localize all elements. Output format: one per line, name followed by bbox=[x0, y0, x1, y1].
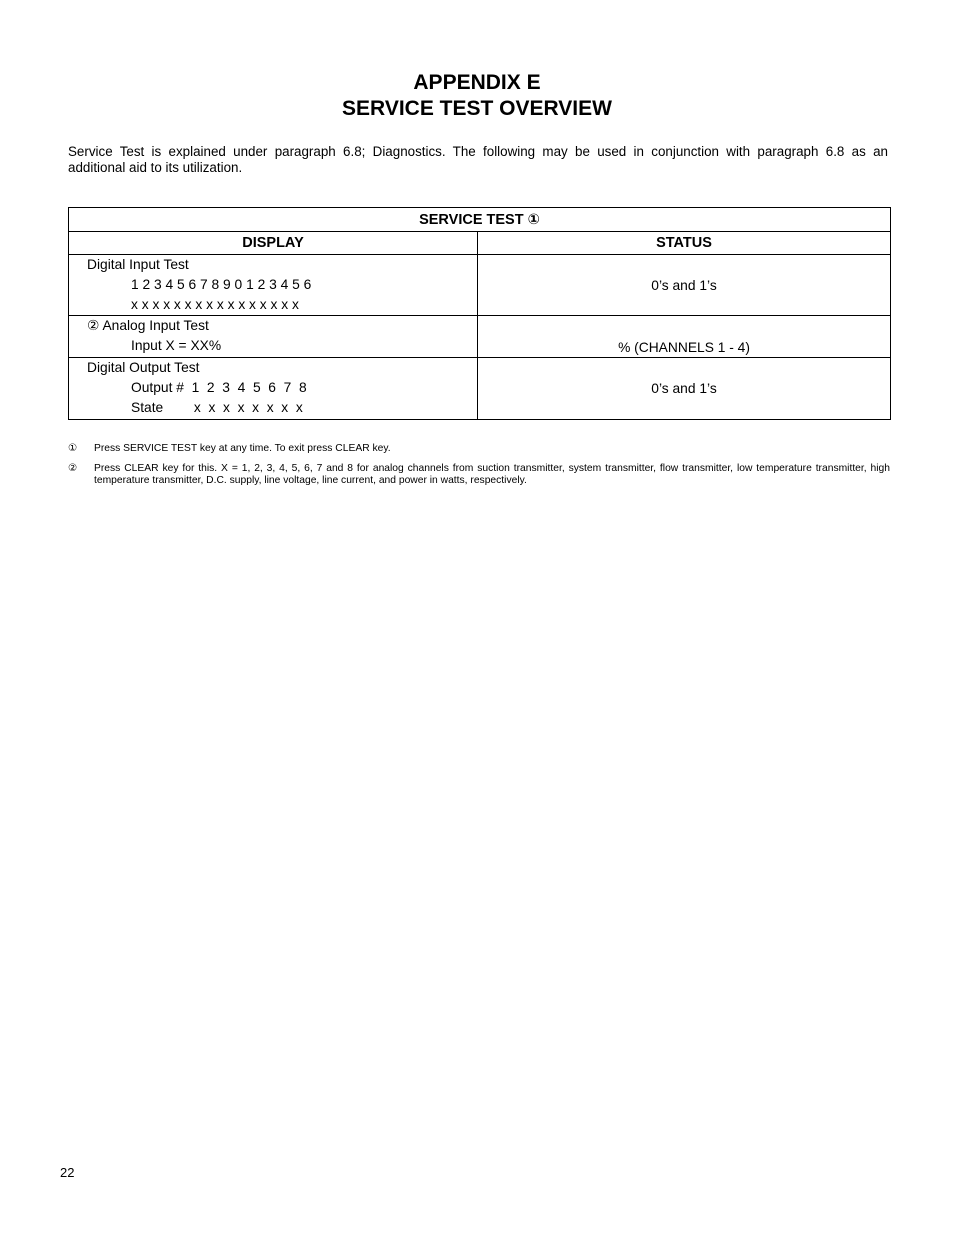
display-cell bbox=[69, 316, 478, 358]
page-number: 22 bbox=[60, 1165, 75, 1180]
footnote-mark: ② bbox=[68, 463, 78, 474]
intro-line-1: Service Test is explained under paragraph 6.8; Diagnostics. The following may be used in conjunction with paragraph 6.8 as an bbox=[68, 144, 888, 159]
display-line: 1 2 3 4 5 6 7 8 9 0 1 2 3 4 5 6 bbox=[131, 277, 312, 292]
footnote-text: Press CLEAR key for this. X = 1, 2, 3, 4, 5, 6, 7 and 8 for analog channels from suction transmitter, system transmitter, flow transmitter, low temperature transmitter, high temperature transmitter, D.C. supply, line voltage, line current, and power in watts, respectively. bbox=[94, 463, 890, 486]
footnote bbox=[68, 463, 890, 487]
footnotes bbox=[68, 443, 890, 495]
display-line: State x x x x x x x x bbox=[131, 400, 303, 415]
display-line: Input X = XX% bbox=[131, 338, 222, 353]
footnote-text: Press SERVICE TEST key at any time. To exit press CLEAR key. bbox=[94, 443, 391, 454]
display-line: ② Analog Input Test bbox=[87, 318, 209, 333]
service-test-table bbox=[68, 207, 891, 420]
table-row bbox=[69, 316, 891, 358]
status-cell: 0’s and 1’s bbox=[478, 358, 891, 420]
page-heading bbox=[0, 70, 954, 122]
status-cell: 0’s and 1’s bbox=[478, 255, 891, 316]
section-title: SERVICE TEST OVERVIEW bbox=[342, 97, 612, 120]
intro-paragraph bbox=[68, 144, 888, 176]
display-line: Output # 1 2 3 4 5 6 7 8 bbox=[131, 380, 307, 395]
status-column-header: STATUS bbox=[478, 232, 891, 255]
footnote bbox=[68, 443, 890, 455]
display-cell bbox=[69, 255, 478, 316]
display-line: Digital Input Test bbox=[87, 257, 189, 272]
display-cell bbox=[69, 358, 478, 420]
appendix-title: APPENDIX E bbox=[413, 71, 541, 94]
display-line: Digital Output Test bbox=[87, 360, 200, 375]
table-title: SERVICE TEST ① bbox=[69, 208, 891, 232]
footnote-mark: ① bbox=[68, 443, 78, 454]
table-row bbox=[69, 358, 891, 420]
table-row bbox=[69, 255, 891, 316]
display-column-header: DISPLAY bbox=[69, 232, 478, 255]
display-line: x x x x x x x x x x x x x x x x bbox=[131, 297, 299, 312]
intro-line-2: additional aid to its utilization. bbox=[68, 160, 243, 175]
status-cell: % (CHANNELS 1 - 4) bbox=[478, 316, 891, 358]
